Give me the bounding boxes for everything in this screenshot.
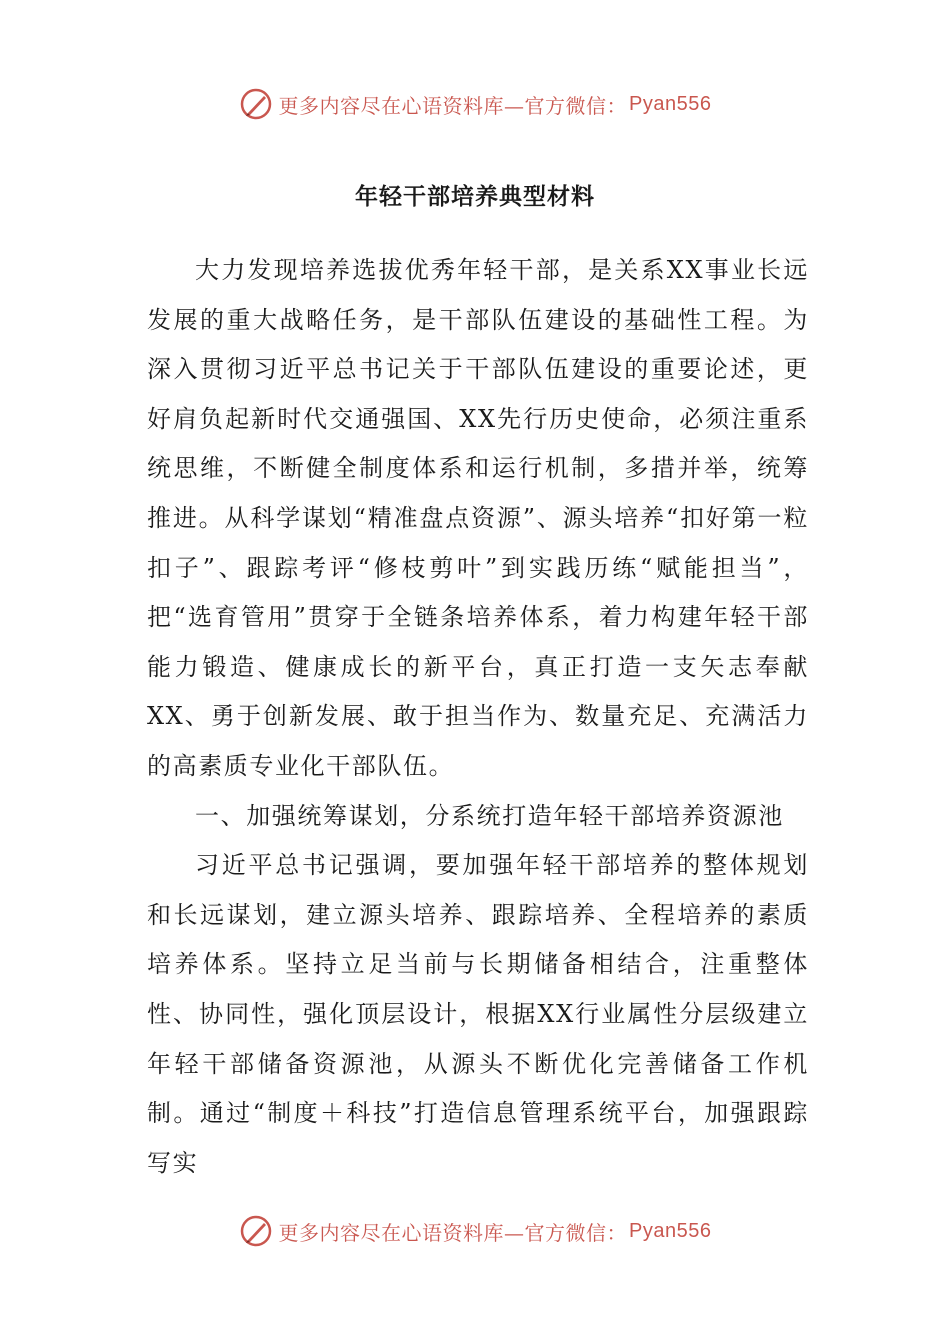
paragraph-intro: 大力发现培养选拔优秀年轻干部，是关系XX事业长远发展的重大战略任务，是干部队伍建设的基础性工程。为深入贯彻习近平总书记关于干部队伍建设的重要论述，更好肩负起新时代交通强国、XX先行历史使命，必须注重系统思维，不断健全制度体系和运行机制，多措并举，统筹推进。从科学谋划“精准盘点资源”、源头培养“扣好第一粒扣子”、跟踪考评“修枝剪叶”到实践历练“赋能担当”，把“选育管用”贯穿于全链条培养体系，着力构建年轻干部能力锻造、健康成长的新平台，真正打造一支矢志奉献XX、勇于创新发展、敢于担当作为、数量充足、充满活力的高素质专业化干部队伍。 xyxy=(147,256,809,780)
document-title: 年轻干部培养典型材料 xyxy=(355,184,595,210)
watermark-text: 更多内容尽在心语资料库—官方微信： xyxy=(278,1220,628,1245)
header-watermark xyxy=(0,84,950,124)
watermark-wechat-id: Pyan556 xyxy=(629,1219,712,1242)
pen-logo-icon xyxy=(239,87,273,121)
watermark-text: 更多内容尽在心语资料库—官方微信： xyxy=(278,93,628,118)
paragraph-section-1: 习近平总书记强调，要加强年轻干部培养的整体规划和长远谋划，建立源头培养、跟踪培养、全程培养的素质培养体系。坚持立足当前与长期储备相结合，注重整体性、协同性，强化顶层设计，根据XX行业属性分层级建立年轻干部储备资源池，从源头不断优化完善储备工作机制。通过“制度＋科技”打造信息管理系统平台，加强跟踪写实 xyxy=(147,851,809,1177)
watermark-wechat-id: Pyan556 xyxy=(629,92,712,115)
footer-watermark xyxy=(0,1211,950,1251)
section-heading: 一、加强统筹谋划，分系统打造年轻干部培养资源池 xyxy=(195,801,784,830)
document-body xyxy=(147,246,809,1188)
pen-logo-icon xyxy=(239,1214,273,1248)
